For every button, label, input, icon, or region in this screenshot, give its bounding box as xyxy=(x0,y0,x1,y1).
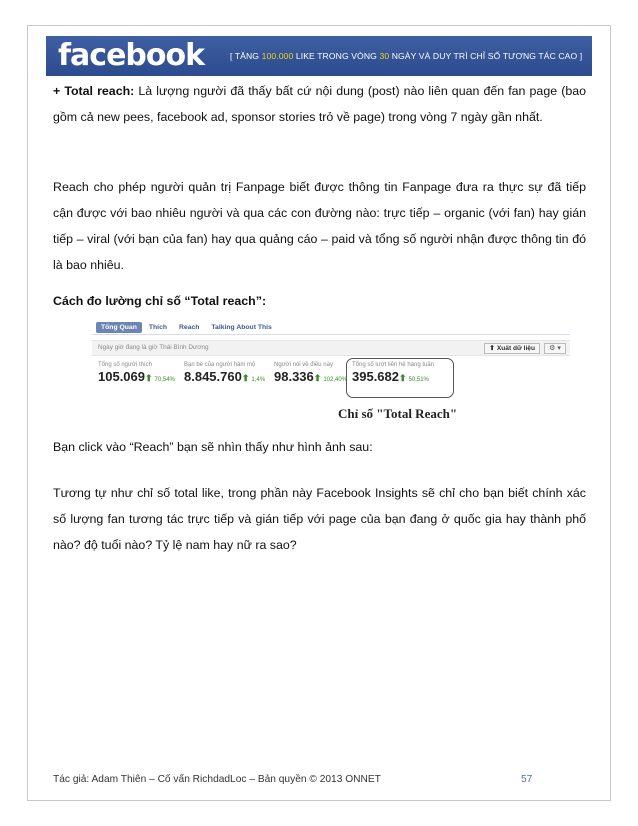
date-row xyxy=(92,340,570,356)
up-arrow-icon: ⬆ xyxy=(313,373,322,383)
export-icon: ⬆ xyxy=(489,345,495,352)
export-data-button[interactable]: ⬆ Xuất dữ liệu xyxy=(484,343,540,354)
tabs-divider xyxy=(92,334,570,335)
paragraph-click-reach: Bạn click vào “Reach” bạn sẽ nhìn thấy như hình ảnh sau: xyxy=(53,440,373,454)
footer-credit: Tác giả: Adam Thiên – Cố vấn RichdadLoc – Bản quyền © 2013 ONNET xyxy=(53,774,381,785)
up-arrow-icon: ⬆ xyxy=(241,373,250,383)
tab-likes[interactable]: Thích xyxy=(148,324,167,331)
section-heading: Cách đo lường chỉ số “Total reach”: xyxy=(53,294,267,308)
metric-talking-about: Người nói về điều này 98.336⬆ 102,40% xyxy=(274,362,347,384)
metric-total-likes: Tổng số người thích 105.069⬆ 70,54% xyxy=(98,362,175,384)
metric-friends-of-fans: Bạn bè của người hâm mộ 8.845.760⬆ 1,4% xyxy=(184,362,266,384)
screenshot-caption: Chỉ số "Total Reach" xyxy=(338,406,458,421)
timezone-label: Ngày giờ đang là giờ Thái Bình Dương xyxy=(98,344,209,351)
page-number: 57 xyxy=(521,774,533,785)
tab-reach[interactable]: Reach xyxy=(179,324,200,331)
paragraph-total-reach: + Total reach: Là lượng người đã thấy bất cứ nội dung (post) nào liên quan đến fan page (bao gồm cả new pees, facebook ad, sponsor stories trỏ về page) trong vòng 7 ngày gần nhất. xyxy=(53,84,586,124)
paragraph-reach-explanation: Reach cho phép người quản trị Fanpage biết được thông tin Fanpage đưa ra thực sự đã tiếp cận được với bao nhiêu người và qua các con đường nào: trực tiếp – organic (với fan) hay gián tiếp – viral (với bạn của fan) hay qua quảng cáo – paid và tổng số người nhận được thông tin đó là bao nhiêu. xyxy=(53,180,586,272)
header-banner xyxy=(46,36,592,76)
settings-gear-button[interactable]: ⚙ ▾ xyxy=(544,343,566,354)
insights-screenshot xyxy=(92,318,570,422)
total-reach-highlight xyxy=(346,358,454,398)
tab-talking-about[interactable]: Talking About This xyxy=(211,324,272,331)
facebook-logo: facebook xyxy=(58,38,205,73)
tab-overview[interactable]: Tổng Quan xyxy=(96,322,142,333)
banner-tagline: [ TĂNG 100.000 LIKE TRONG VÒNG 30 NGÀY VÀ DUY TRÌ CHỈ SỐ TƯƠNG TÁC CAO ] xyxy=(230,51,583,61)
metric-weekly-reach: Tổng số lượt liên hệ hàng tuần 395.682⬆ 50,51% xyxy=(352,362,435,384)
up-arrow-icon: ⬆ xyxy=(399,373,407,383)
total-reach-term: + Total reach: xyxy=(53,84,135,98)
paragraph-insights-detail: Tương tự như chỉ số total like, trong phần này Facebook Insights sẽ chỉ cho bạn biết chính xác số lượng fan tương tác trực tiếp và gián tiếp với page của bạn đang ở quốc gia hay thành phố nào? độ tuổi nào? Tỷ lệ nam hay nữ ra sao? xyxy=(53,486,586,552)
up-arrow-icon: ⬆ xyxy=(145,373,153,383)
insights-tabs xyxy=(96,322,277,333)
